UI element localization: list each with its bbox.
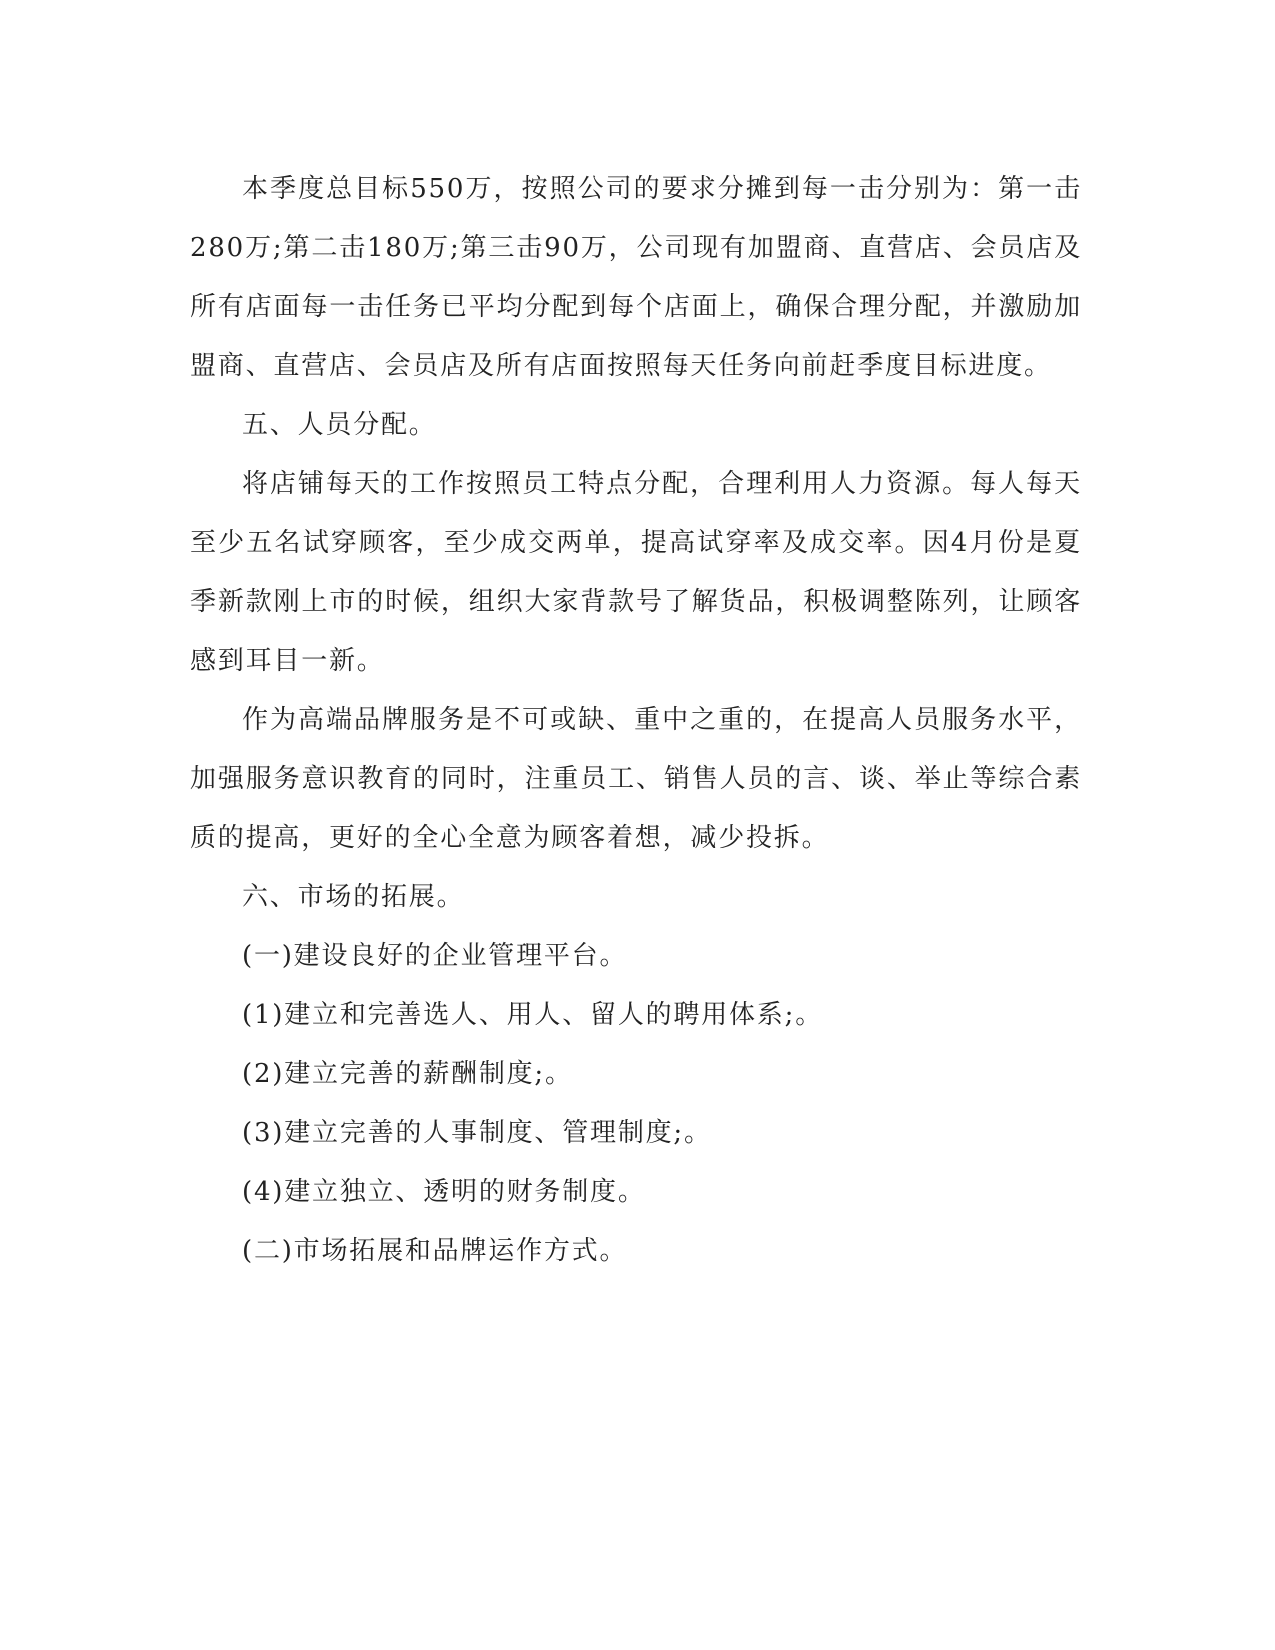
- list-item-finance-system: (4)建立独立、透明的财务制度。: [242, 1177, 646, 1207]
- document-body: [190, 160, 1082, 1281]
- list-item-salary-system: (2)建立完善的薪酬制度;。: [242, 1059, 573, 1089]
- paragraph-store-work: 将店铺每天的工作按照员工特点分配，合理利用人力资源。每人每天至少五名试穿顾客，至少成交两单，提高试穿率及成交率。因4月份是夏季新款刚上市的时候，组织大家背款号了解货品，积极调整陈列，让顾客感到耳目一新。: [190, 469, 1082, 676]
- list-item-hr-system: (3)建立完善的人事制度、管理制度;。: [242, 1118, 712, 1148]
- heading-market-expansion: 六、市场的拓展。: [242, 882, 465, 912]
- paragraph-service: 作为高端品牌服务是不可或缺、重中之重的，在提高人员服务水平，加强服务意识教育的同时，注重员工、销售人员的言、谈、举止等综合素质的提高，更好的全心全意为顾客着想，减少投拆。: [190, 705, 1082, 853]
- list-item-hiring-system: (1)建立和完善选人、用人、留人的聘用体系;。: [242, 1000, 823, 1030]
- heading-staff-allocation: 五、人员分配。: [242, 410, 437, 440]
- paragraph-quarter-target: 本季度总目标550万，按照公司的要求分摊到每一击分别为：第一击280万;第二击180万;第三击90万，公司现有加盟商、直营店、会员店及所有店面每一击任务已平均分配到每个店面上，确保合理分配，并激励加盟商、直营店、会员店及所有店面按照每天任务向前赶季度目标进度。: [190, 174, 1082, 381]
- subheading-management-platform: (一)建设良好的企业管理平台。: [242, 941, 628, 971]
- subheading-brand-operation: (二)市场拓展和品牌运作方式。: [242, 1236, 628, 1266]
